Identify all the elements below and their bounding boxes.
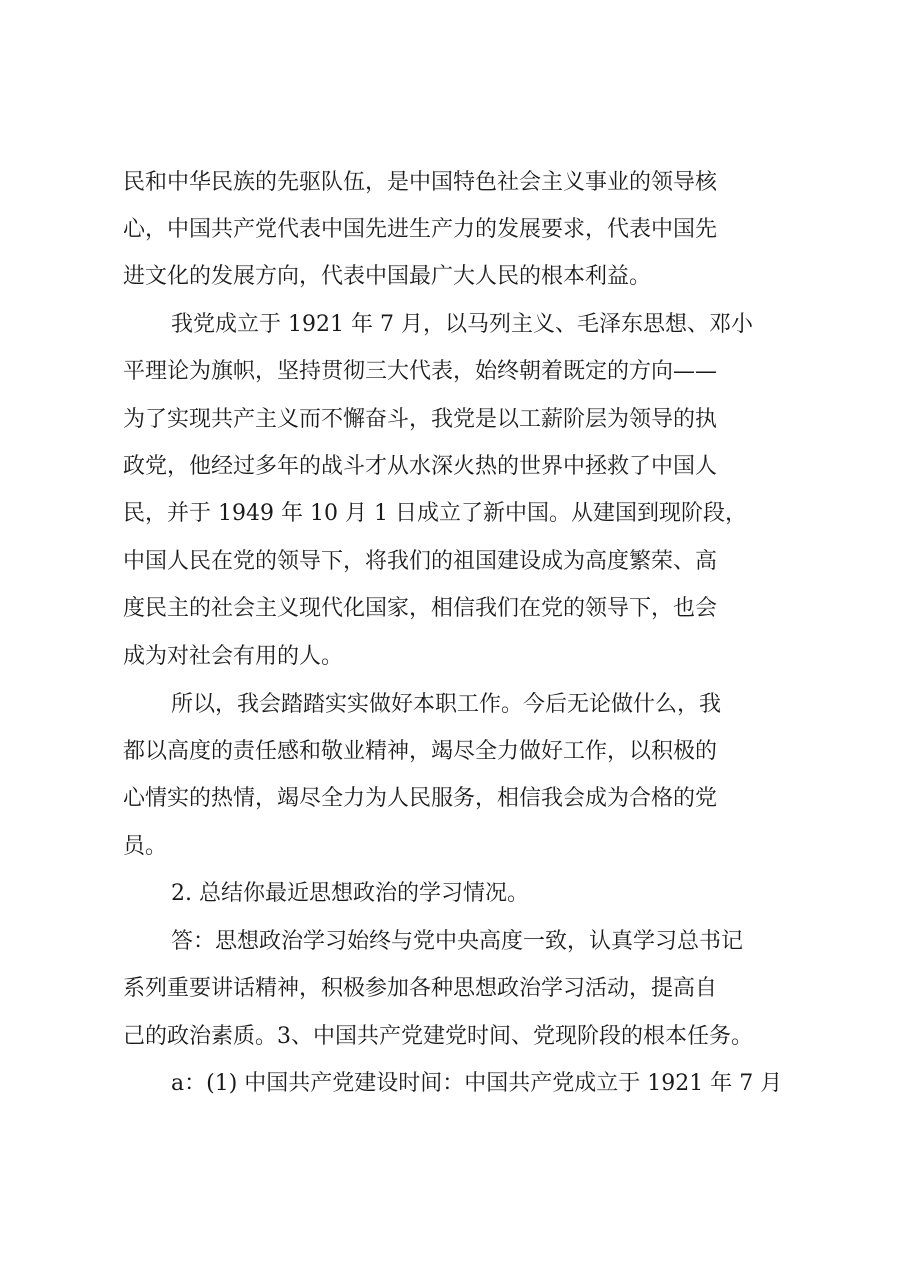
text-line-2: 心，中国共产党代表中国先进生产力的发展要求，代表中国先 bbox=[123, 217, 718, 242]
text-line-3: 进文化的发展方向，代表中国最广大人民的根本利益。 bbox=[123, 264, 652, 289]
text-line-5: 平理论为旗帜，坚持贯彻三大代表，始终朝着既定的方向—— bbox=[123, 359, 718, 384]
text-line-13: 都以高度的责任感和敬业精神，竭尽全力做好工作，以积极的 bbox=[123, 739, 718, 764]
text-line-4: 我党成立于 1921 年 7 月，以马列主义、毛泽东思想、邓小 bbox=[171, 312, 753, 337]
text-line-20: a：(1) 中国共产党建设时间：中国共产党成立于 1921 年 7 月 bbox=[171, 1071, 783, 1096]
text-line-14: 心情实的热情，竭尽全力为人民服务，相信我会成为合格的党 bbox=[123, 786, 718, 811]
text-line-9: 中国人民在党的领导下，将我们的祖国建设成为高度繁荣、高 bbox=[123, 549, 718, 574]
text-line-16: 2. 总结你最近思想政治的学习情况。 bbox=[171, 881, 529, 906]
text-line-11: 成为对社会有用的人。 bbox=[123, 644, 344, 669]
text-line-6: 为了实现共产主义而不懈奋斗，我党是以工薪阶层为领导的执 bbox=[123, 407, 718, 432]
text-line-10: 度民主的社会主义现代化国家，相信我们在党的领导下，也会 bbox=[123, 596, 718, 621]
text-line-8: 民，并于 1949 年 10 月 1 日成立了新中国。从建国到现阶段， bbox=[123, 501, 747, 526]
text-line-1: 民和中华民族的先驱队伍，是中国特色社会主义事业的领导核 bbox=[123, 170, 718, 195]
text-line-7: 政党，他经过多年的战斗才从水深火热的世界中拯救了中国人 bbox=[123, 454, 718, 479]
text-line-12: 所以，我会踏踏实实做好本职工作。今后无论做什么，我 bbox=[171, 692, 722, 717]
text-line-17: 答：思想政治学习始终与党中央高度一致，认真学习总书记 bbox=[171, 929, 744, 954]
text-line-18: 系列重要讲话精神，积极参加各种思想政治学习活动，提高自 bbox=[123, 976, 718, 1001]
text-line-19: 己的政治素质。3、中国共产党建党时间、党现阶段的根本任务。 bbox=[123, 1024, 753, 1049]
text-line-15: 员。 bbox=[123, 834, 168, 859]
